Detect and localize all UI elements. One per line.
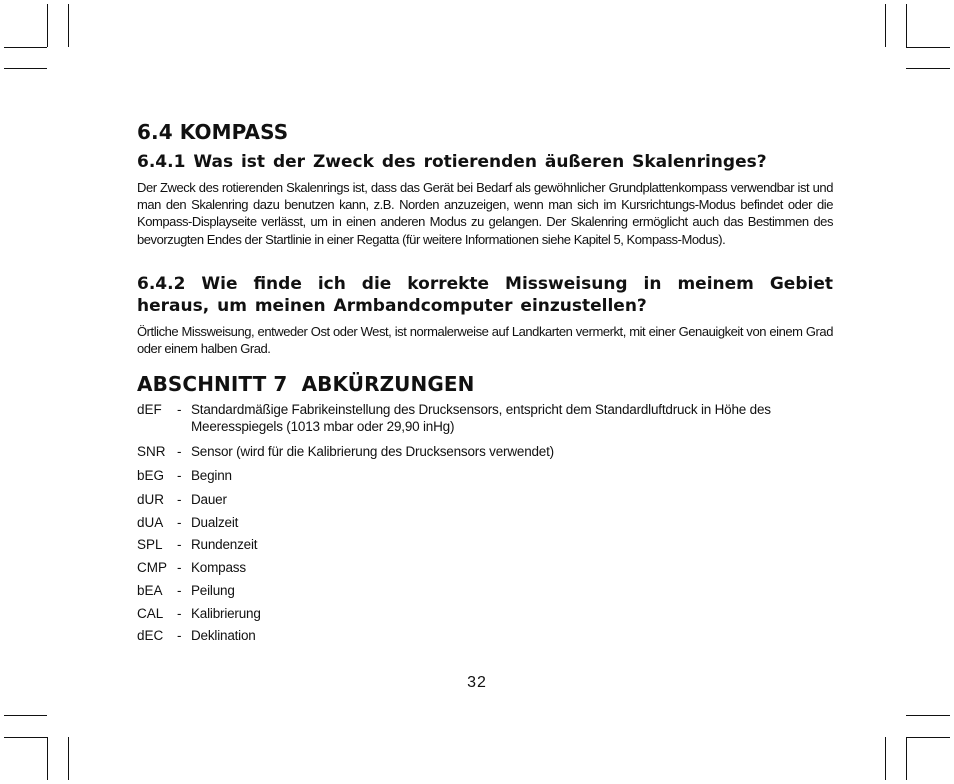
crop-mark-top-right-horizontal — [906, 47, 950, 48]
abbreviation: dUA — [137, 515, 164, 530]
crop-mark-top-right-horizontal-2 — [906, 68, 950, 69]
crop-mark-top-right-inner — [885, 4, 886, 47]
paragraph-skalenring: Der Zweck des rotierenden Skalenrings ist, dass das Gerät bei Bedarf als gewöhnlicher Grundplattenkompass verwendbar ist und man den Skalenring dazu benutzen kann, z.B. Norden anzuzeigen, wenn man sich im Kursrichtungs-Modus befindet oder die Kompass-Displayseite verlässt, um in einen anderen Modus zu gelangen. Der Skalenring ermöglicht auch das Bestimmen des bevorzugten Endes der Startlinie in einer Regatta (für weitere Informationen siehe Kapitel 5, Kompass-Modus). — [137, 180, 833, 247]
subsection-title-642-line1: 6.4.2 Wie finde ich die korrekte Missweisung in meinem Gebiet — [137, 274, 833, 294]
crop-mark-top-left-horizontal-2 — [4, 68, 47, 69]
dash: - — [177, 468, 182, 483]
crop-mark-bottom-left-inner — [68, 737, 69, 780]
abbreviation-description: Dauer — [191, 492, 227, 507]
crop-mark-top-right-outer — [906, 4, 907, 47]
abbreviation-description: Kompass — [191, 560, 246, 575]
dash: - — [177, 560, 182, 575]
abbreviation-description: Deklination — [191, 628, 256, 643]
abbreviation-description: Sensor (wird für die Kalibrierung des Drucksensors verwendet) — [191, 444, 554, 459]
dash: - — [177, 515, 182, 530]
subsection-title-642-line2: heraus, um meinen Armbandcomputer einzustellen? — [137, 296, 647, 316]
crop-mark-top-left-horizontal — [4, 47, 47, 48]
abbreviation: SPL — [137, 537, 163, 552]
crop-mark-bottom-right-inner — [885, 737, 886, 780]
crop-mark-bottom-right-outer — [906, 737, 907, 780]
crop-mark-bottom-left-horizontal-2 — [4, 737, 47, 738]
abbreviation-description: Dualzeit — [191, 515, 239, 530]
abbreviation-description: Standardmäßige Fabrikeinstellung des Drucksensors, entspricht dem Standardluftdruck in Höhe des Meeresspiegels (1013 mbar oder 29,90 inHg) — [191, 402, 771, 434]
abbreviation: CMP — [137, 560, 167, 575]
crop-mark-top-left-inner — [68, 4, 69, 47]
crop-mark-bottom-right-horizontal-2 — [906, 737, 950, 738]
dash: - — [177, 402, 182, 417]
crop-mark-top-left-outer — [47, 4, 48, 47]
dash: - — [177, 444, 182, 459]
paragraph-missweisung: Örtliche Missweisung, entweder Ost oder West, ist normalerweise auf Landkarten vermerkt, mit einer Genauigkeit von einem Grad oder einem halben Grad. — [137, 324, 833, 357]
crop-mark-bottom-left-outer — [47, 737, 48, 780]
abbreviation: CAL — [137, 606, 164, 621]
abbreviation-description: Peilung — [191, 583, 235, 598]
abbreviation: dEC — [137, 628, 164, 643]
dash: - — [177, 492, 182, 507]
subsection-title-641-text: 6.4.1 Was ist der Zweck des rotierenden äußeren Skalenringes? — [137, 152, 767, 172]
abbreviation: bEG — [137, 468, 165, 483]
dash: - — [177, 628, 182, 643]
abbreviation-description: Beginn — [191, 468, 232, 483]
abbreviation-description: Kalibrierung — [191, 606, 261, 621]
section-title-kompass: 6.4 KOMPASS — [137, 120, 289, 144]
crop-mark-bottom-left-horizontal — [4, 715, 47, 716]
abbreviation: bEA — [137, 583, 163, 598]
abbreviation: dEF — [137, 402, 162, 417]
dash: - — [177, 537, 182, 552]
dash: - — [177, 606, 182, 621]
abbreviation-description: Rundenzeit — [191, 537, 258, 552]
abbreviation: dUR — [137, 492, 165, 507]
page-number: 32 — [467, 674, 487, 691]
section-title-abkuerzungen: ABSCHNITT 7 ABKÜRZUNGEN — [137, 372, 475, 396]
crop-mark-bottom-right-horizontal — [906, 715, 950, 716]
abbreviation: SNR — [137, 444, 166, 459]
subsection-title-642 — [137, 273, 833, 317]
subsection-title-641 — [137, 151, 833, 173]
dash: - — [177, 583, 182, 598]
